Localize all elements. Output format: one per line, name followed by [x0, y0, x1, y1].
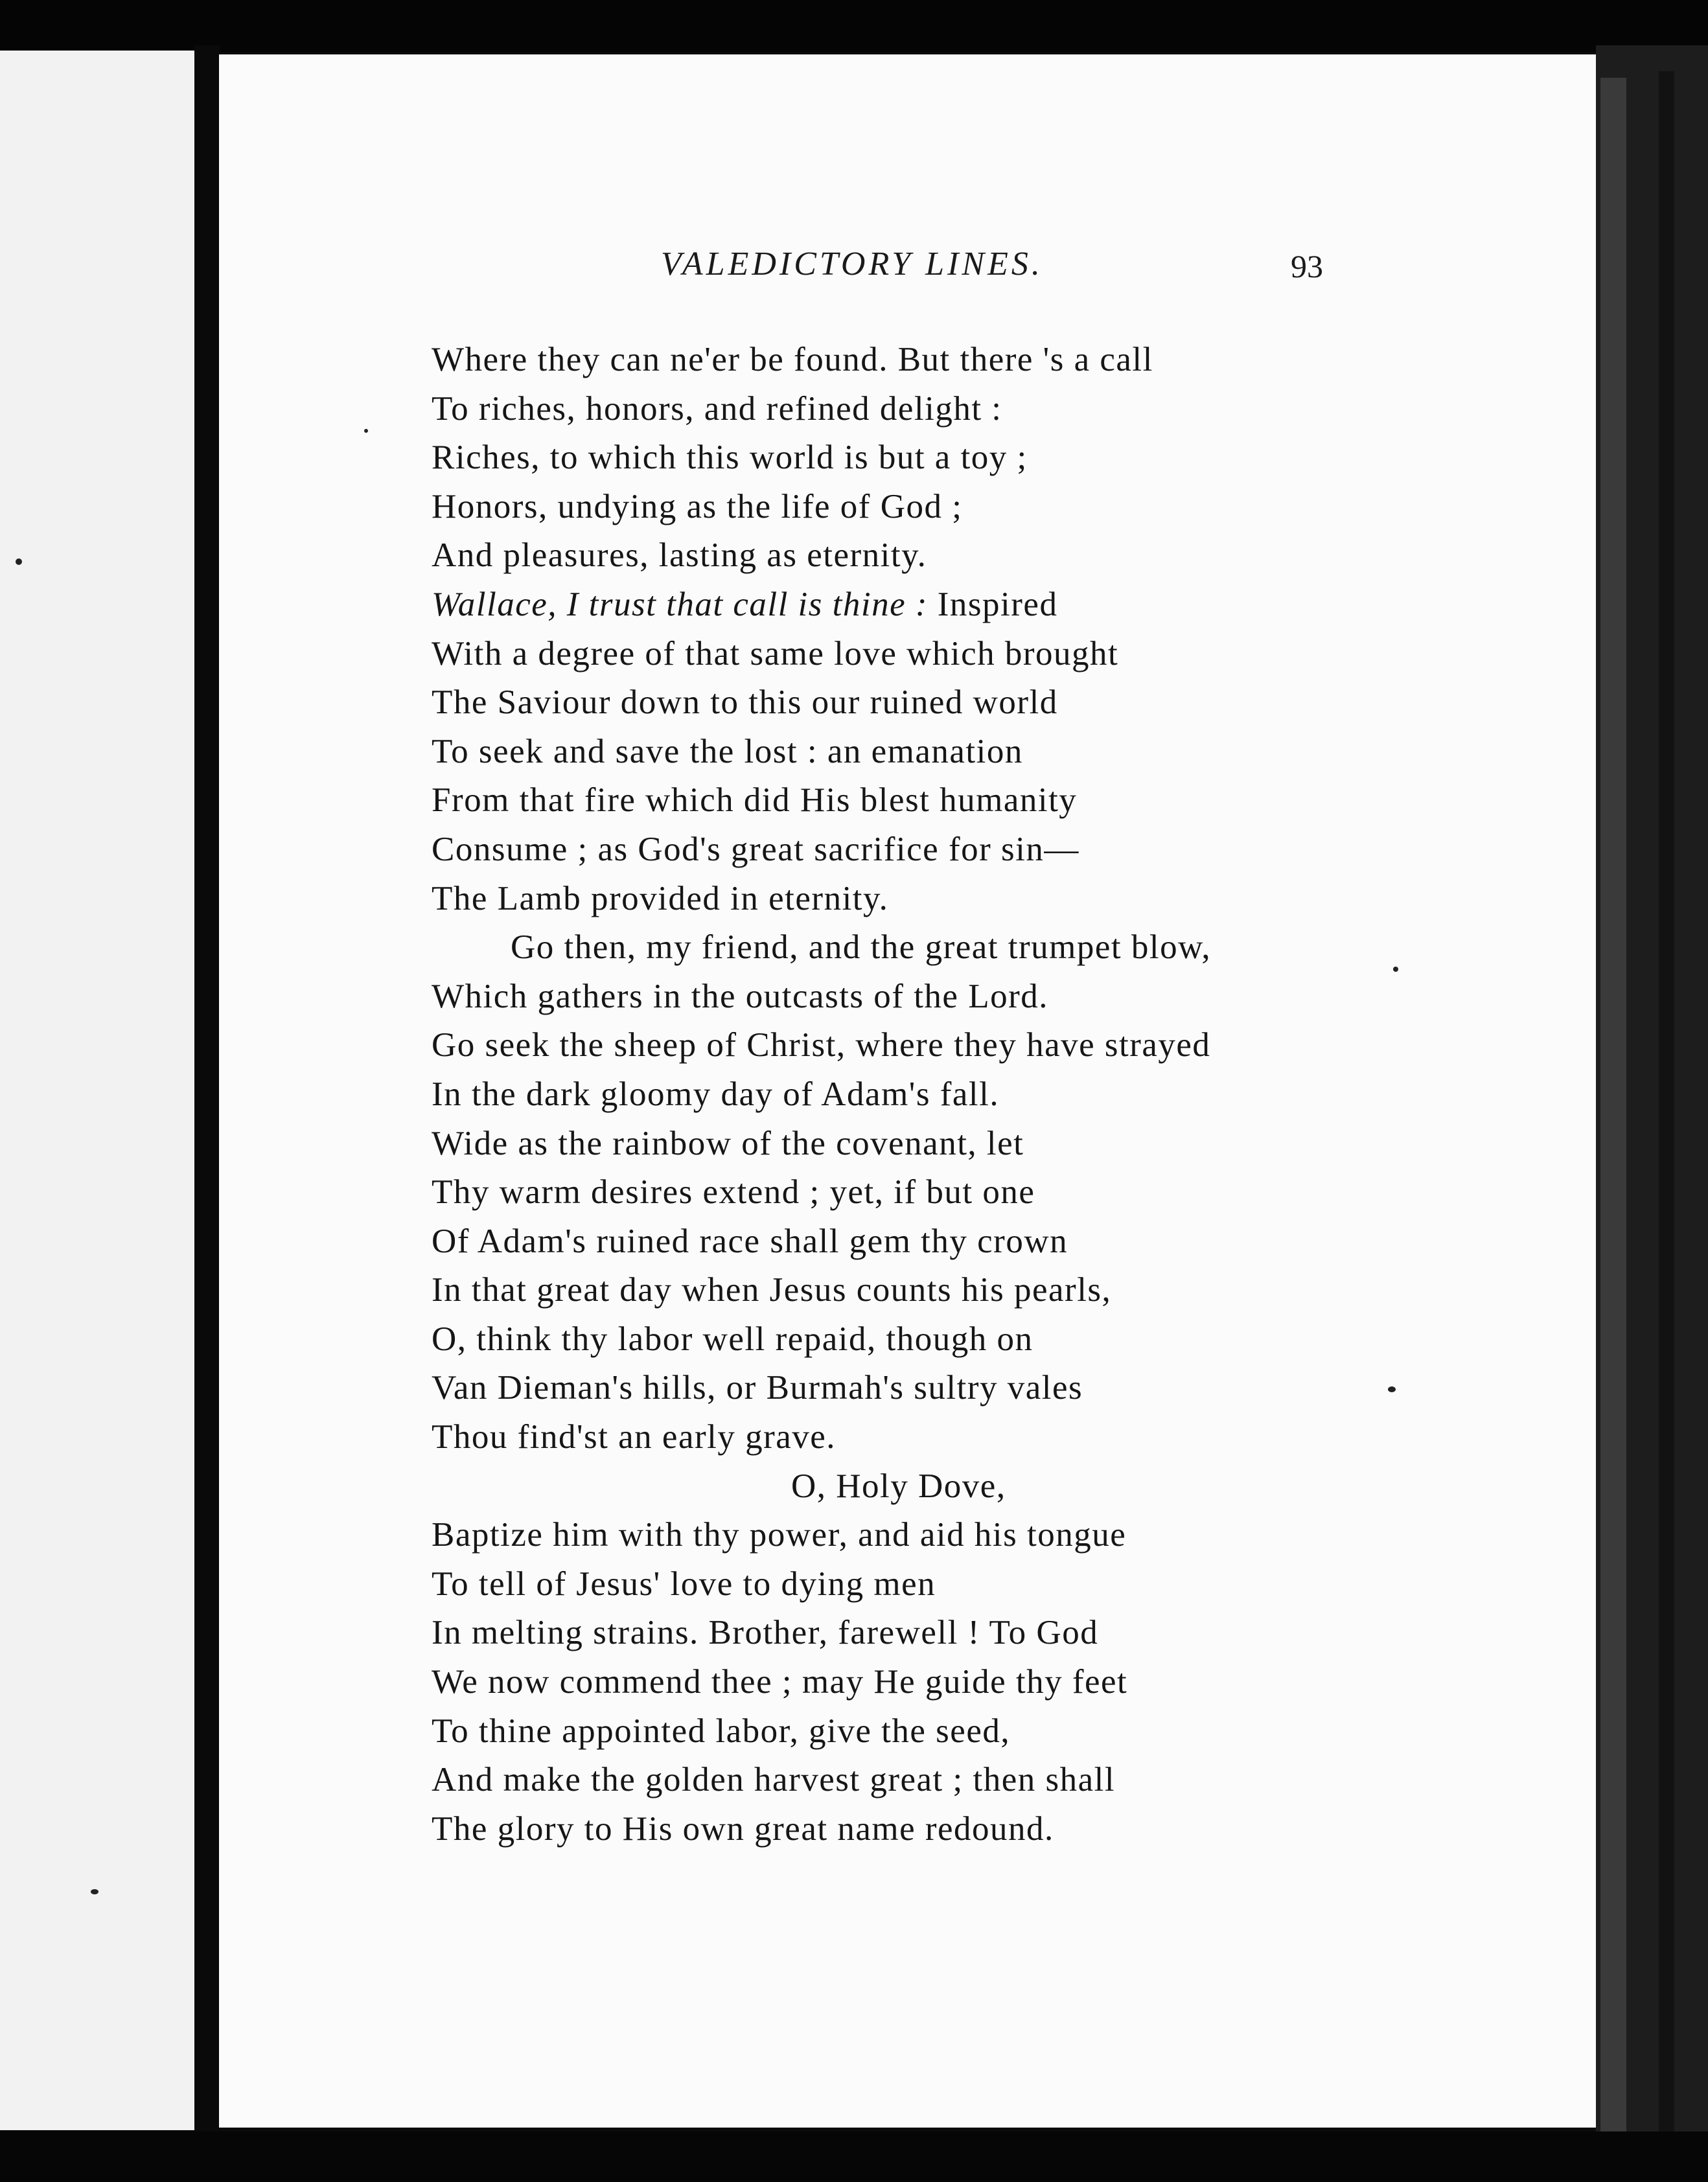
poem-line: O, Holy Dove, — [791, 1467, 1006, 1505]
top-scan-border — [0, 0, 1708, 52]
poem-text — [432, 336, 1339, 1854]
poem-line: Thy warm desires extend ; yet, if but one — [432, 1173, 1035, 1212]
poem-line: To riches, honors, and refined delight : — [432, 389, 1002, 428]
italic-address: Wallace, I trust that call is thine : — [432, 585, 929, 623]
poem-line: Go seek the sheep of Christ, where they have strayed — [432, 1026, 1211, 1064]
poem-line: To seek and save the lost : an emanation — [432, 732, 1023, 770]
poem-line: Consume ; as God's great sacrifice for sin— — [432, 830, 1079, 868]
poem-line: O, think thy labor well repaid, though on — [432, 1320, 1033, 1358]
poem-line: And pleasures, lasting as eternity. — [432, 536, 927, 575]
poem-line: We now commend thee ; may He guide thy feet — [432, 1663, 1128, 1701]
scan-speck — [91, 1889, 98, 1894]
poem-line: To tell of Jesus' love to dying men — [432, 1565, 936, 1603]
poem-line: Which gathers in the outcasts of the Lord. — [432, 977, 1048, 1015]
bottom-scan-border — [0, 2131, 1708, 2182]
poem-line: The glory to His own great name redound. — [432, 1809, 1054, 1848]
poem-line: Go then, my friend, and the great trumpet blow, — [511, 928, 1212, 967]
poem-line: In that great day when Jesus counts his pearls, — [432, 1271, 1112, 1309]
book-gutter — [194, 45, 220, 2144]
scan-speck — [1393, 967, 1398, 972]
scan-speck — [16, 558, 22, 565]
poem-line: With a degree of that same love which brought — [432, 634, 1119, 672]
poem-line: The Saviour down to this our ruined world — [432, 683, 1058, 722]
left-facing-page — [0, 51, 194, 2130]
scan-speck — [1388, 1386, 1396, 1392]
poem-line: Baptize him with thy power, and aid his tongue — [432, 1516, 1127, 1554]
poem-line: In the dark gloomy day of Adam's fall. — [432, 1075, 1000, 1113]
poem-line: Van Dieman's hills, or Burmah's sultry vales — [432, 1369, 1083, 1407]
poem-line: Wallace, I trust that call is thine : Inspired — [432, 585, 1058, 623]
right-page-edge-shadow — [1659, 71, 1674, 2138]
poem-line: From that fire which did His blest humanity — [432, 781, 1078, 820]
right-page-edge-strip — [1600, 78, 1626, 2138]
poem-line: Honors, undying as the life of God ; — [432, 487, 963, 525]
poem-line: And make the golden harvest great ; then shall — [432, 1761, 1116, 1799]
poem-line: The Lamb provided in eternity. — [432, 879, 889, 917]
poem-line: To thine appointed labor, give the seed, — [432, 1712, 1011, 1750]
poem-line: Thou find'st an early grave. — [432, 1418, 837, 1456]
running-head: VALEDICTORY LINES. — [661, 246, 1043, 282]
poem-line: Of Adam's ruined race shall gem thy crown — [432, 1222, 1068, 1260]
poem-line: Where they can ne'er be found. But there 's a call — [432, 341, 1153, 378]
page-number: 93 — [1291, 248, 1323, 284]
scan-speck — [364, 429, 368, 433]
poem-line: In melting strains. Brother, farewell ! To God — [432, 1614, 1099, 1652]
poem-line: Wide as the rainbow of the covenant, let — [432, 1124, 1024, 1162]
poem-line: Riches, to which this world is but a toy ; — [432, 439, 1028, 477]
